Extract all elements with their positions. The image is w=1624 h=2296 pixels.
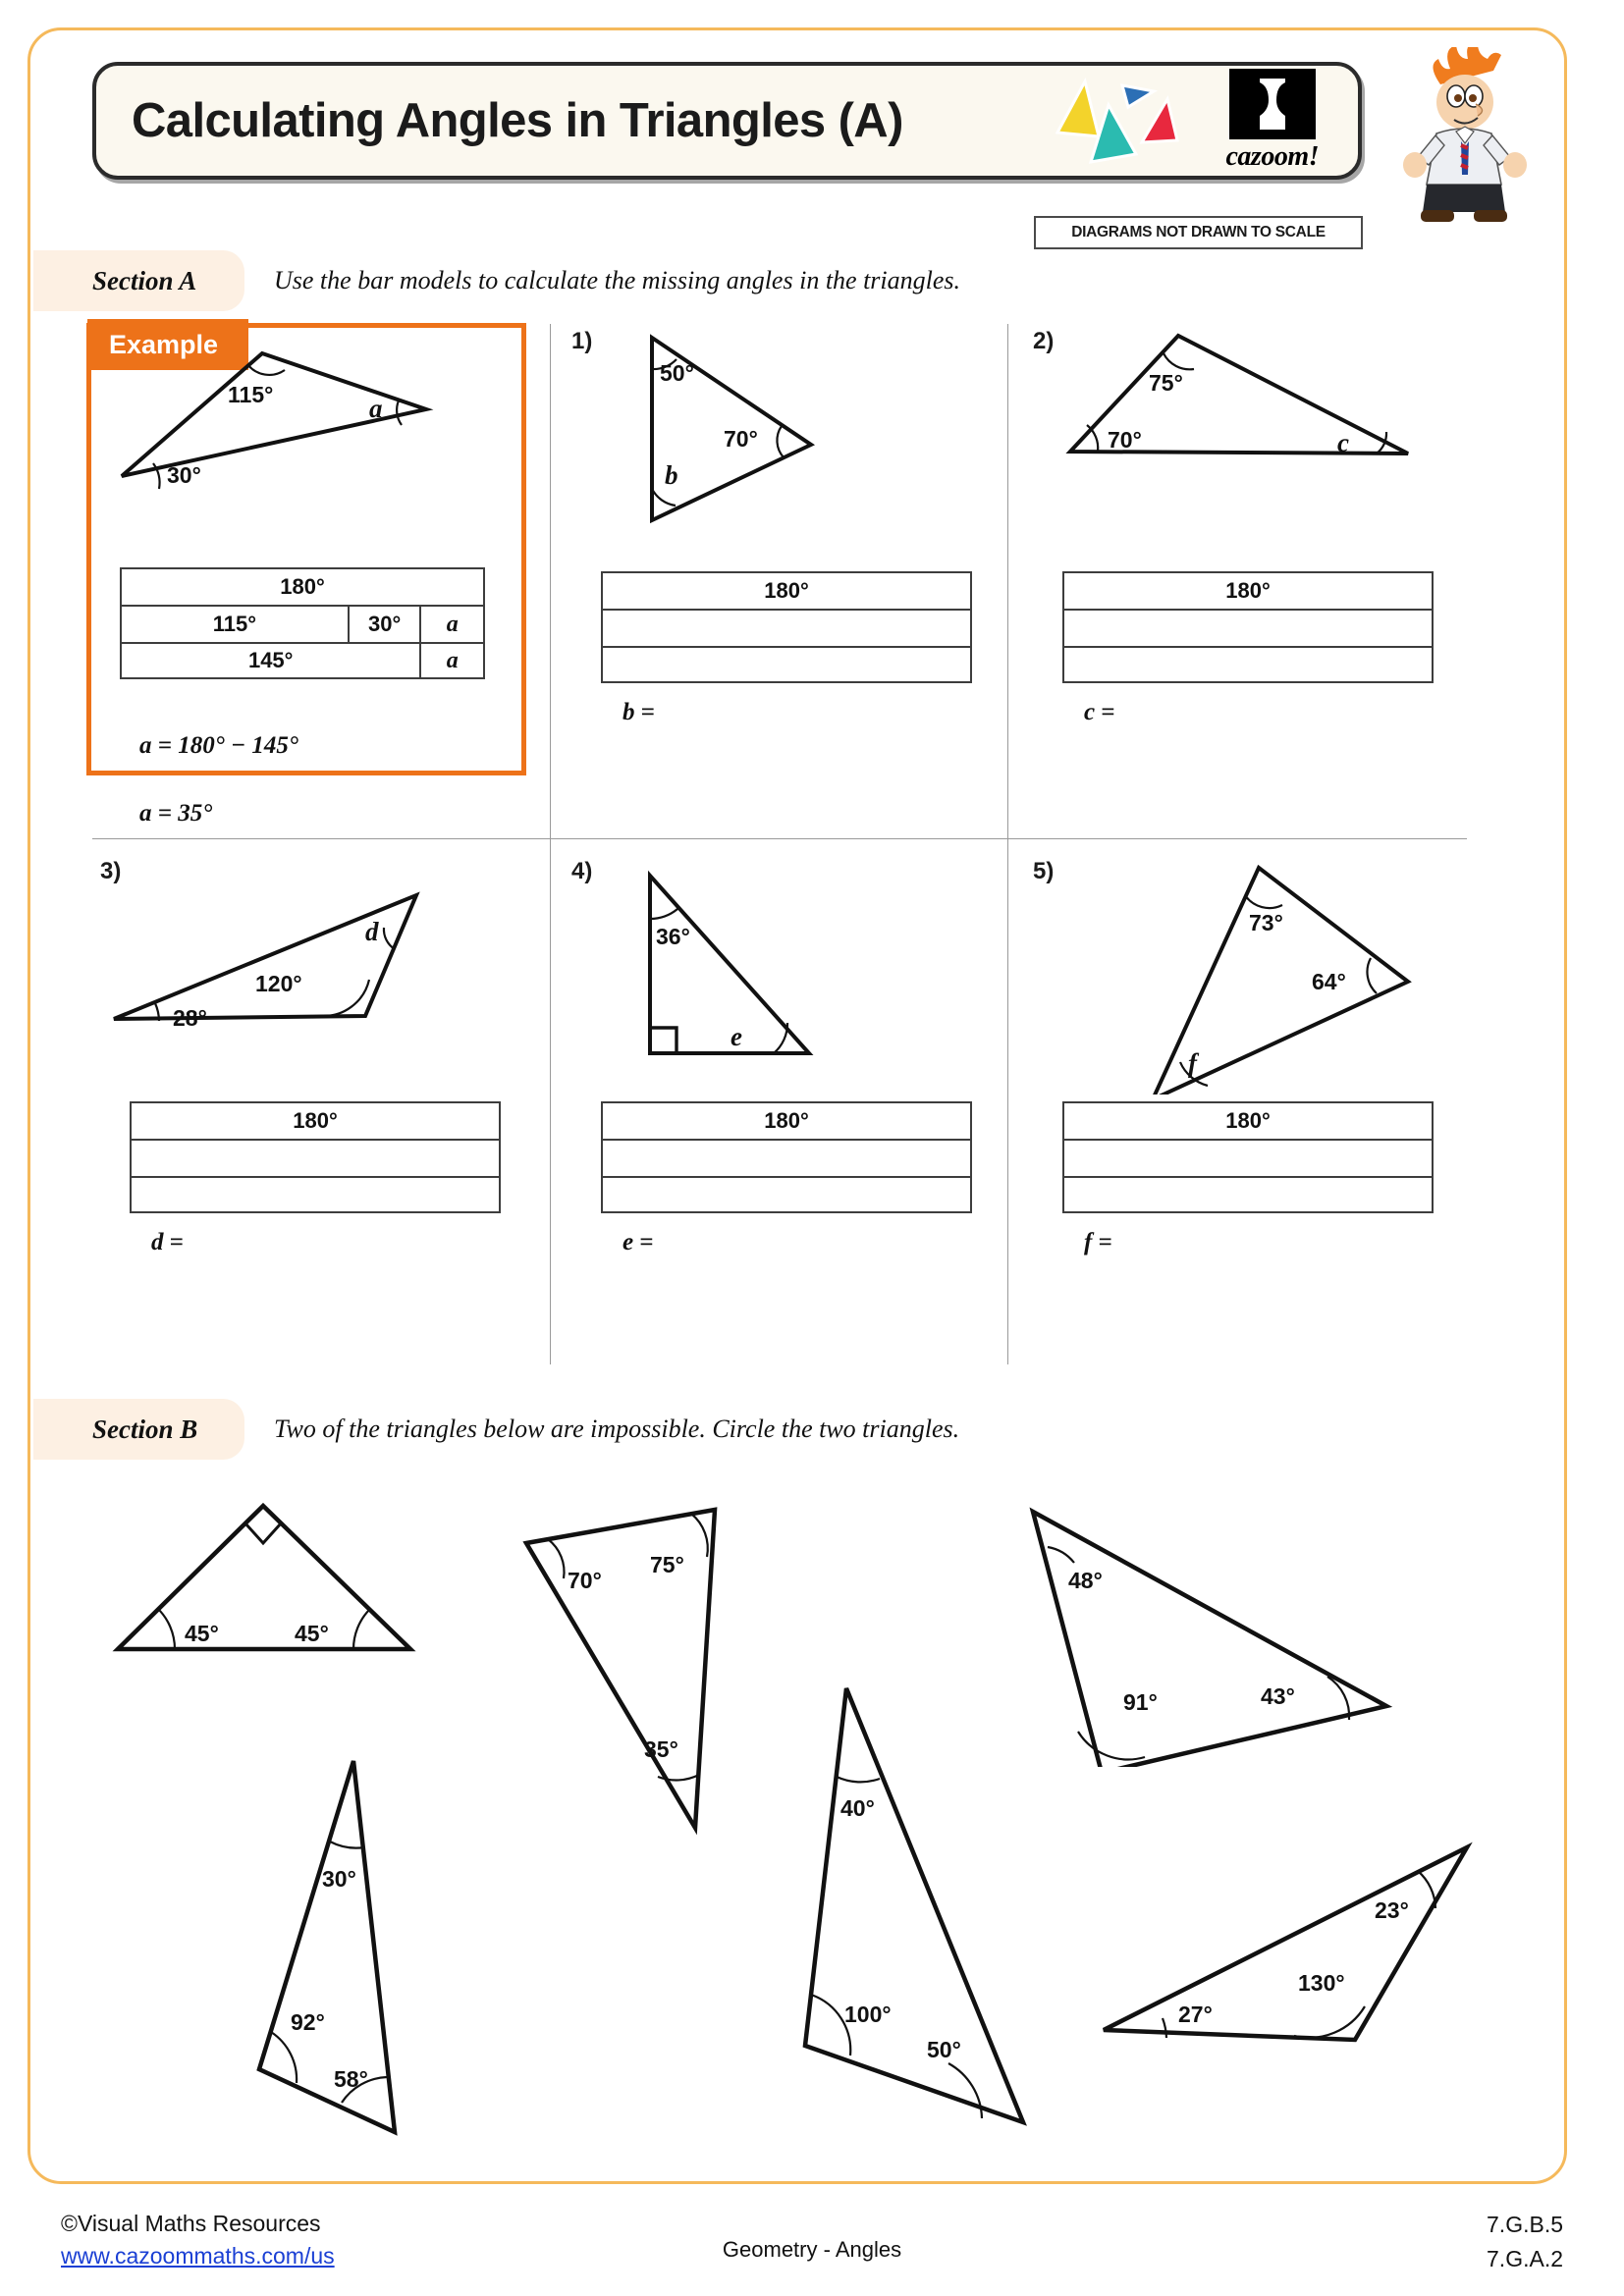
section-b-triangle-2[interactable] bbox=[505, 1492, 760, 1850]
question-2-number: 2) bbox=[1033, 328, 1055, 354]
q5-answer-var: f bbox=[1084, 1229, 1093, 1255]
cazoom-wordmark: cazoom! bbox=[1225, 141, 1319, 172]
section-a-pill bbox=[33, 250, 244, 311]
b4-angle-58: 58° bbox=[334, 2066, 368, 2092]
page-title: Calculating Angles in Triangles (A) bbox=[132, 94, 903, 147]
footer-copyright: ©Visual Maths Resources bbox=[61, 2211, 321, 2236]
q1-angle-50: 50° bbox=[660, 360, 694, 386]
bar-cell-30: 30° bbox=[350, 607, 422, 642]
b1-angle-45-right: 45° bbox=[295, 1621, 329, 1646]
q1-answer-eq: = bbox=[634, 699, 655, 725]
question-2-bar-model[interactable] bbox=[1062, 571, 1434, 683]
bar-cell-180: 180° bbox=[293, 1108, 338, 1133]
q5-answer-eq: = bbox=[1092, 1229, 1112, 1255]
q4-angle-e: e bbox=[731, 1022, 742, 1051]
example-bar-model bbox=[120, 567, 485, 679]
scale-note-text: DIAGRAMS NOT DRAWN TO SCALE bbox=[1071, 224, 1326, 240]
section-a-header bbox=[92, 250, 960, 311]
bar-row-blank-2[interactable] bbox=[601, 1176, 972, 1213]
bar-row-total bbox=[1062, 1101, 1434, 1139]
bar-row-blank-1[interactable] bbox=[601, 1139, 972, 1176]
bar-cell-blank[interactable] bbox=[603, 1178, 970, 1211]
q4-answer-var: e bbox=[623, 1229, 634, 1255]
example-angle-30: 30° bbox=[167, 462, 201, 488]
bar-cell-blank[interactable] bbox=[1064, 648, 1432, 681]
b2-angle-75: 75° bbox=[650, 1552, 684, 1577]
question-4-cell bbox=[564, 854, 1021, 1357]
b2-angle-35: 35° bbox=[644, 1736, 678, 1762]
bar-row-total bbox=[601, 571, 972, 609]
bar-cell-blank[interactable] bbox=[132, 1141, 499, 1176]
section-a-label: Section A bbox=[92, 265, 197, 295]
q1-angle-b: b bbox=[665, 460, 678, 490]
q5-angle-64: 64° bbox=[1312, 969, 1346, 994]
bar-row-total bbox=[130, 1101, 501, 1139]
question-1-triangle-diagram bbox=[564, 324, 1021, 564]
example-cell bbox=[92, 324, 550, 827]
bar-row-blank-2[interactable] bbox=[130, 1176, 501, 1213]
bar-cell-blank[interactable] bbox=[1064, 1178, 1432, 1211]
section-b-label: Section B bbox=[92, 1414, 198, 1444]
q3-answer-eq: = bbox=[163, 1229, 184, 1255]
bar-cell-blank[interactable] bbox=[603, 611, 970, 646]
bar-cell-blank[interactable] bbox=[1064, 611, 1432, 646]
example-angle-115: 115° bbox=[228, 382, 274, 407]
bar-cell-180: 180° bbox=[1225, 578, 1271, 603]
page-footer bbox=[0, 2204, 1624, 2296]
question-2-answer-line[interactable] bbox=[1084, 699, 1115, 726]
bar-cell-180: 180° bbox=[280, 574, 325, 599]
mascot-illustration bbox=[1389, 47, 1537, 229]
bar-cell-blank[interactable] bbox=[603, 648, 970, 681]
section-b-grid bbox=[92, 1472, 1487, 2160]
q2-angle-c: c bbox=[1337, 428, 1349, 457]
bar-cell-a2: a bbox=[446, 647, 459, 673]
question-4-bar-model[interactable] bbox=[601, 1101, 972, 1213]
b3-angle-91: 91° bbox=[1123, 1689, 1158, 1715]
bar-row-total bbox=[601, 1101, 972, 1139]
q2-angle-75: 75° bbox=[1149, 370, 1183, 396]
q5-angle-73: 73° bbox=[1249, 910, 1283, 935]
bar-row-blank-2[interactable] bbox=[1062, 646, 1434, 683]
section-b-triangle-1[interactable] bbox=[102, 1492, 436, 1683]
question-4-answer-line[interactable] bbox=[623, 1229, 654, 1256]
b2-angle-70: 70° bbox=[568, 1568, 602, 1593]
example-angle-a: a bbox=[369, 394, 383, 423]
b6-angle-27: 27° bbox=[1178, 2002, 1213, 2027]
bar-cell-180: 180° bbox=[764, 578, 809, 603]
scale-note-badge bbox=[1034, 216, 1363, 249]
q3-angle-28: 28° bbox=[173, 1005, 207, 1031]
footer-code-1: 7.G.B.5 bbox=[1487, 2212, 1563, 2237]
question-3-cell bbox=[92, 854, 550, 1357]
example-triangle-diagram bbox=[102, 334, 560, 574]
b3-angle-43: 43° bbox=[1261, 1683, 1295, 1709]
b5-angle-100: 100° bbox=[844, 2002, 892, 2027]
section-b-triangle-5[interactable] bbox=[780, 1649, 1074, 2145]
q2-answer-eq: = bbox=[1095, 699, 1115, 725]
bar-row-blank-1[interactable] bbox=[1062, 1139, 1434, 1176]
bar-row-sum bbox=[120, 642, 485, 679]
bar-cell-a: a bbox=[446, 611, 459, 637]
question-5-cell bbox=[1025, 854, 1483, 1357]
q2-answer-var: c bbox=[1084, 699, 1096, 725]
cazoom-mark-icon bbox=[1229, 69, 1316, 139]
example-working-line-1: a = 180° − 145° bbox=[139, 731, 298, 759]
question-4-triangle-diagram bbox=[564, 854, 1021, 1095]
question-5-number: 5) bbox=[1033, 858, 1055, 884]
b6-angle-130: 130° bbox=[1298, 1970, 1345, 1996]
footer-standards bbox=[1487, 2208, 1563, 2275]
b5-angle-50: 50° bbox=[927, 2037, 961, 2062]
q4-answer-eq: = bbox=[633, 1229, 654, 1255]
bar-row-blank-1[interactable] bbox=[601, 609, 972, 646]
bar-cell-blank[interactable] bbox=[1064, 1141, 1432, 1176]
bar-row-blank-2[interactable] bbox=[601, 646, 972, 683]
section-b-triangle-4[interactable] bbox=[220, 1728, 465, 2145]
q3-answer-var: d bbox=[151, 1229, 164, 1255]
question-1-bar-model[interactable] bbox=[601, 571, 972, 683]
bar-cell-115: 115° bbox=[122, 607, 350, 642]
q2-angle-70: 70° bbox=[1108, 427, 1142, 453]
section-a-grid bbox=[92, 324, 1467, 1364]
bar-row-blank-2[interactable] bbox=[1062, 1176, 1434, 1213]
footer-topic: Geometry - Angles bbox=[722, 2237, 902, 2262]
question-3-bar-model[interactable] bbox=[130, 1101, 501, 1213]
question-4-number: 4) bbox=[571, 858, 593, 884]
decorative-triangles-icon bbox=[1048, 76, 1205, 166]
question-5-bar-model[interactable] bbox=[1062, 1101, 1434, 1213]
worksheet-title-bar bbox=[92, 62, 1362, 180]
question-3-answer-line[interactable] bbox=[151, 1229, 184, 1256]
q1-angle-70: 70° bbox=[724, 426, 758, 452]
b6-angle-23: 23° bbox=[1375, 1897, 1409, 1923]
question-5-answer-line[interactable] bbox=[1084, 1229, 1112, 1256]
cazoom-logo bbox=[1226, 69, 1320, 173]
grid-divider-horizontal bbox=[92, 838, 1467, 839]
section-b-triangle-6[interactable] bbox=[1084, 1836, 1477, 2135]
question-1-answer-line[interactable] bbox=[623, 699, 655, 726]
q1-answer-var: b bbox=[623, 699, 635, 725]
footer-website-link[interactable]: www.cazoommaths.com/us bbox=[61, 2243, 335, 2269]
q4-angle-36: 36° bbox=[656, 924, 690, 949]
q5-angle-f: f bbox=[1188, 1048, 1197, 1078]
bar-cell-blank[interactable] bbox=[132, 1178, 499, 1211]
bar-cell-180: 180° bbox=[1225, 1108, 1271, 1133]
question-2-triangle-diagram bbox=[1025, 324, 1483, 564]
bar-row-total bbox=[1062, 571, 1434, 609]
b4-angle-30: 30° bbox=[322, 1866, 356, 1892]
b4-angle-92: 92° bbox=[291, 2009, 325, 2035]
section-b-header bbox=[92, 1399, 959, 1460]
example-working-line-2: a = 35° bbox=[139, 799, 213, 827]
bar-row-blank-1[interactable] bbox=[1062, 609, 1434, 646]
section-b-triangle-3[interactable] bbox=[1015, 1482, 1408, 1772]
bar-row-total bbox=[120, 567, 485, 605]
question-2-cell bbox=[1025, 324, 1483, 827]
bar-row-blank-1[interactable] bbox=[130, 1139, 501, 1176]
q3-angle-120: 120° bbox=[255, 971, 302, 996]
section-b-instruction: Two of the triangles below are impossible. Circle the two triangles. bbox=[274, 1415, 960, 1443]
footer-code-2: 7.G.A.2 bbox=[1487, 2245, 1563, 2271]
section-b-pill bbox=[33, 1399, 244, 1460]
question-3-number: 3) bbox=[100, 858, 122, 884]
b1-angle-45-left: 45° bbox=[185, 1621, 219, 1646]
question-3-triangle-diagram bbox=[92, 854, 550, 1095]
section-a-instruction: Use the bar models to calculate the missing angles in the triangles. bbox=[274, 266, 961, 294]
question-1-cell bbox=[564, 324, 1021, 827]
question-5-triangle-diagram bbox=[1025, 854, 1483, 1095]
bar-cell-180: 180° bbox=[764, 1108, 809, 1133]
bar-cell-145: 145° bbox=[122, 644, 421, 677]
b3-angle-48: 48° bbox=[1068, 1568, 1103, 1593]
bar-cell-blank[interactable] bbox=[603, 1141, 970, 1176]
q3-angle-d: d bbox=[365, 917, 379, 946]
example-tag-label: Example bbox=[109, 329, 219, 359]
example-working bbox=[139, 695, 298, 865]
question-1-number: 1) bbox=[571, 328, 593, 354]
brand-logo-area bbox=[1048, 69, 1320, 173]
b5-angle-40: 40° bbox=[840, 1795, 875, 1821]
bar-row-parts bbox=[120, 605, 485, 642]
